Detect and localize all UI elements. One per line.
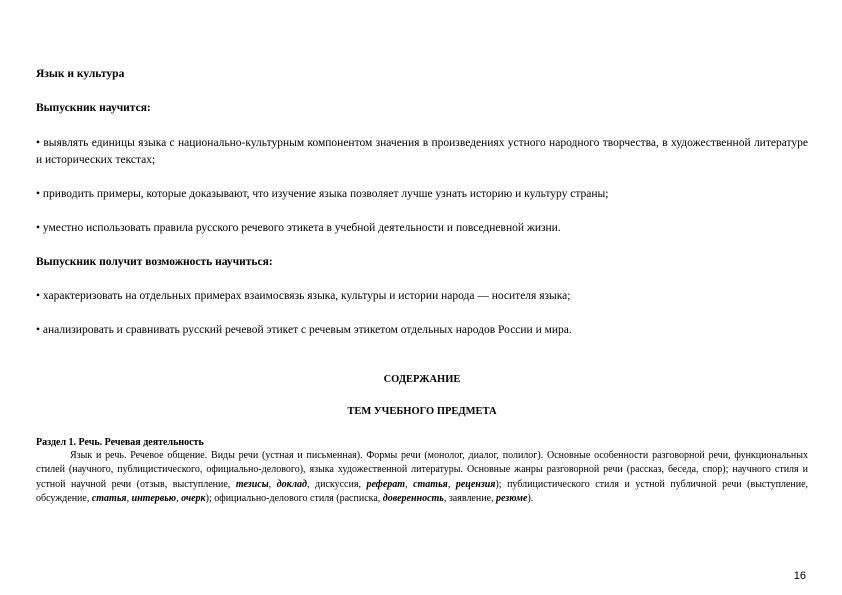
content-title-2: ТЕМ УЧЕБНОГО ПРЕДМЕТА [347,406,497,417]
body-text: , заявление, [443,492,497,504]
body-italic-term: доклад [276,478,307,490]
body-italic-term: статья [91,492,127,504]
body-text: , [176,492,182,504]
body-text: , [126,492,132,504]
body-text: ); официально-делового стиля (расписка, [205,492,383,504]
body-italic-term: очерк [181,492,206,504]
page-number: 16 [793,570,806,582]
heading-language-culture: Язык и культура [36,68,125,80]
body-italic-term: реферат [366,478,406,490]
learns-item-2: • приводить примеры, которые доказывают, что изучение языка позволяет лучше узнать историю и культуру страны; [36,188,609,200]
body-text: , [268,478,277,490]
opportunity-item-1: • характеризовать на отдельных примерах взаимосвязь языка, культуры и истории народа — носителя языка; [36,290,571,302]
body-text: , [447,478,456,490]
body-text: Язык и речь. Речевое общение. Виды речи (устная и письменная). Формы речи (монолог, диалог, полилог). Основные особенности разговорной речи, функциональных стилей (научного, публицистического, официально-делового), языка художественной литературы. Основные жанры разговорной речи (рассказ, беседа, спор); научного стиля и устной научной речи (отзыв, выступление, [36,450,808,490]
opportunity-item-2: • анализировать и сравнивать русский речевой этикет с речевым этикетом отдельных народов России и мира. [36,324,572,336]
body-text: ); публицистического стиля и устной публичной речи (выступление, обсуждение, [36,478,809,504]
body-italic-term: резюме [496,492,528,504]
learns-item-1: • выявлять единицы языка с национально-культурным компонентом значения в произведениях устного народного творчества, в художественной литературе и исторических текстах; [36,137,808,166]
body-text: ). [527,492,534,504]
section-1-title: Раздел 1. Речь. Речевая деятельность [36,437,204,448]
heading-graduate-learns: Выпускник научится: [36,102,151,114]
body-italic-term: доверенность [382,492,444,504]
body-italic-term: статья [413,478,448,490]
body-text: , [405,478,414,490]
heading-graduate-opportunity: Выпускник получит возможность научиться: [36,256,273,268]
learns-item-3: • уместно использовать правила русского речевого этикета в учебной деятельности и повседневной жизни. [36,222,561,234]
section-1-body [36,449,808,506]
body-italic-term: интервью [131,492,177,504]
body-italic-term: рецензия [455,478,496,490]
body-italic-term: тезисы [235,478,269,490]
content-title-1: СОДЕРЖАНИЕ [383,374,461,385]
body-text: , дискуссия, [307,478,367,490]
